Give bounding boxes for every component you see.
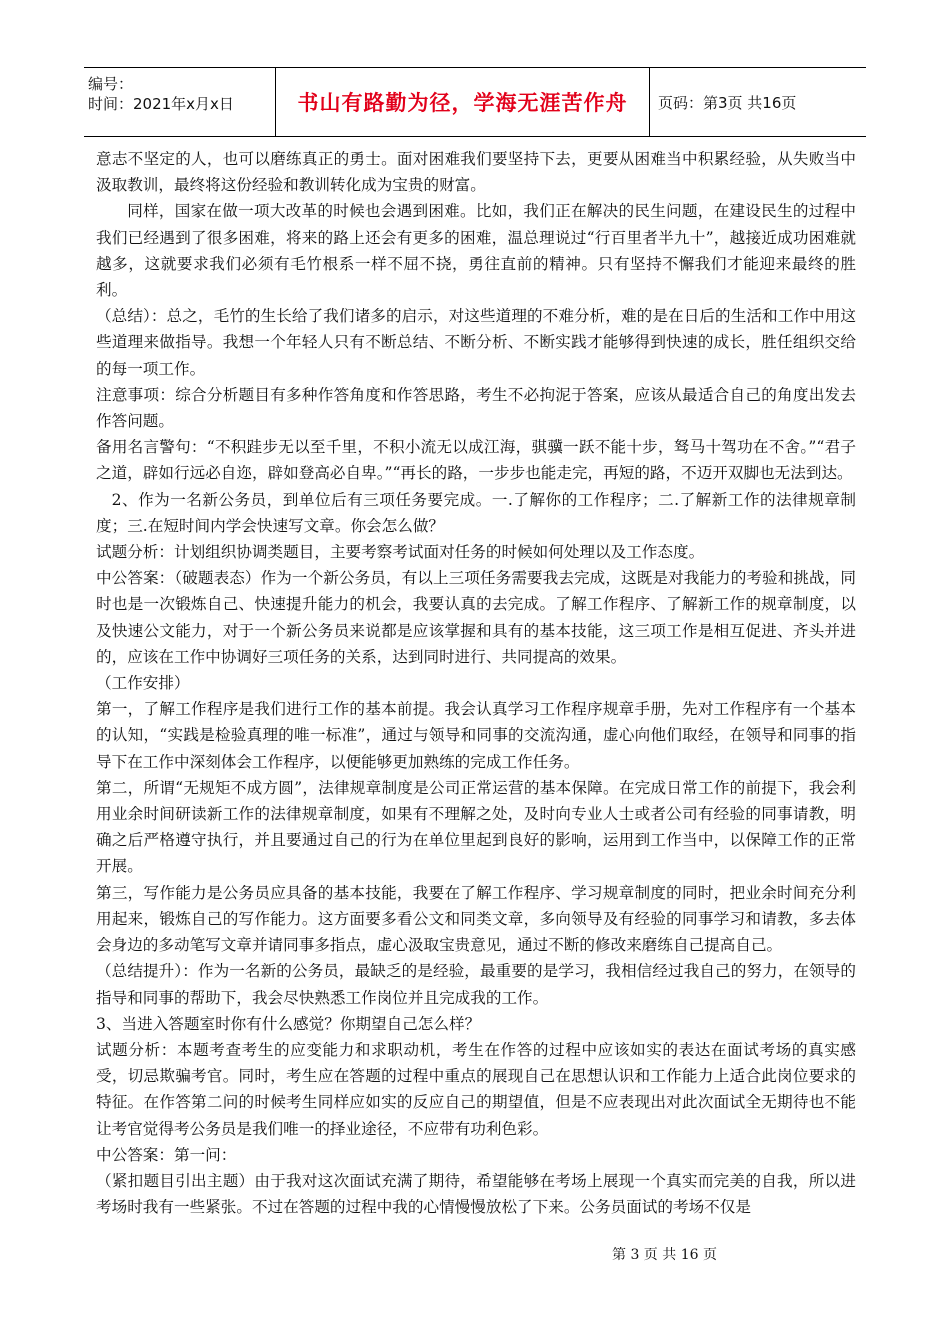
paragraph: 试题分析：本题考查考生的应变能力和求职动机，考生在作答的过程中应该如实的表达在面试考场的真实感受，切忌欺骗考官。同时，考生应在答题的过程中重点的展现自己在思想认识和工作能力上适合此岗位要求的特征。在作答第二问的时候考生同样应如实的反应自己的期望值，但是不应表现出对此次面试全无期待也不能让考官觉得考公务员是我们唯一的择业途径，不应带有功利色彩。	[96, 1040, 856, 1138]
question-heading: 2、作为一名新公务员，到单位后有三项任务要完成。一.了解你的工作程序；二.了解新工作的法律规章制度；三.在短时间内学会快速写文章。你会怎么做？	[96, 490, 856, 535]
paragraph: （总结提升）：作为一名新的公务员，最缺乏的是经验，最重要的是学习，我相信经过我自己的努力，在领导的指导和同事的帮助下，我会尽快熟悉工作岗位并且完成我的工作。	[96, 962, 856, 1007]
section-label: （工作安排）	[96, 674, 190, 693]
paragraph: 同样，国家在做一项大改革的时候也会遇到困难。比如，我们正在解决的民生问题，在建设民生的过程中我们已经遇到了很多困难，将来的路上还会有更多的困难，温总理说过“行百里者半九十”，越接近成功困难就越多，这就要求我们必须有毛竹根系一样不屈不挠，勇往直前的精神。只有坚持不懈我们才能迎来最终的胜利。	[96, 202, 856, 300]
paragraph: （紧扣题目引出主题）由于我对这次面试充满了期待，希望能够在考场上展现一个真实而完美的自我，所以进考场时我有一些紧张。不过在答题的过程中我的心情慢慢放松了下来。公务员面试的考场不仅是	[96, 1171, 856, 1217]
header-meta	[84, 68, 276, 136]
question-heading: 3、当进入答题室时你有什么感觉？你期望自己怎么样？	[96, 1014, 481, 1033]
paragraph: 中公答案：（破题表态）作为一个新公务员，有以上三项任务需要我去完成，这既是对我能力的考验和挑战，同时也是一次锻炼自己、快速提升能力的机会，我要认真的去完成。了解工作程序、了解新工作的规章制度，以及快速公文能力，对于一个新公务员来说都是应该掌握和具有的基本技能，这三项工作是相互促进、齐头并进的，应该在工作中协调好三项任务的关系，达到同时进行、共同提高的效果。	[96, 569, 856, 666]
paragraph: 第一，了解工作程序是我们进行工作的基本前提。我会认真学习工作程序规章手册，先对工作程序有一个基本的认知，“实践是检验真理的唯一标准”，通过与领导和同事的交流沟通，虚心向他们取经，在领导和同事的指导下在工作中深刻体会工作程序，以便能够更加熟练的完成工作任务。	[96, 700, 856, 771]
header-motto: 书山有路勤为径，学海无涯苦作舟	[297, 91, 628, 115]
header-page-cell	[650, 68, 866, 136]
paragraph: 第二，所谓“无规矩不成方圆”，法律规章制度是公司正常运营的基本保障。在完成日常工作的前提下，我会利用业余时间研读新工作的法律规章制度，如果有不理解之处，及时向专业人士或者公司有经验的同事请教，明确之后严格遵守执行，并且要通过自己的行为在单位里起到良好的影响，运用到工作当中，以保障工作的正常开展。	[96, 778, 856, 876]
number-label: 编号：	[88, 75, 134, 93]
paragraph: 第三，写作能力是公务员应具备的基本技能，我要在了解工作程序、学习规章制度的同时，把业余时间充分利用起来，锻炼自己的写作能力。这方面要多看公文和同类文章，多向领导及有经验的同事学习和请教，多去体会身边的多动笔写文章并请同事多指点，虚心汲取宝贵意见，通过不断的修改来磨练自己提高自己。	[96, 883, 856, 955]
paragraph: 意志不坚定的人，也可以磨练真正的勇士。面对困难我们要坚持下去，更要从困难当中积累经验，从失败当中汲取教训，最终将这份经验和教训转化成为宝贵的财富。	[96, 150, 856, 195]
paragraph: （总结）：总之，毛竹的生长给了我们诸多的启示，对这些道理的不难分析，难的是在日后的生活和工作中用这些道理来做指导。我想一个年轻人只有不断总结、不断分析、不断实践才能够得到快速的成长，胜任组织交给的每一项工作。	[96, 307, 856, 378]
header-motto-cell	[276, 68, 650, 136]
paragraph: 注意事项：综合分析题目有多种作答角度和作答思路，考生不必拘泥于答案，应该从最适合自己的角度出发去作答问题。	[96, 385, 856, 431]
time-label: 时间：2021年x月x日	[88, 95, 234, 113]
paragraph: 备用名言警句：“不积跬步无以至千里，不积小流无以成江海，骐骥一跃不能十步，驽马十驾功在不舍。”“君子之道，辟如行远必自迩，辟如登高必自卑。”“再长的路，一步步也能走完，再短的路，不迈开双脚也无法到达。	[96, 438, 856, 483]
page-footer: 第 3 页 共 16 页	[612, 1247, 717, 1263]
page-header	[84, 67, 866, 137]
paragraph: 试题分析：计划组织协调类题目，主要考察考试面对任务的时候如何处理以及工作态度。	[96, 543, 705, 562]
document-body	[96, 146, 856, 1220]
paragraph: 中公答案：第一问：	[96, 1145, 237, 1164]
header-page-label: 页码：第3页 共16页	[658, 93, 797, 112]
